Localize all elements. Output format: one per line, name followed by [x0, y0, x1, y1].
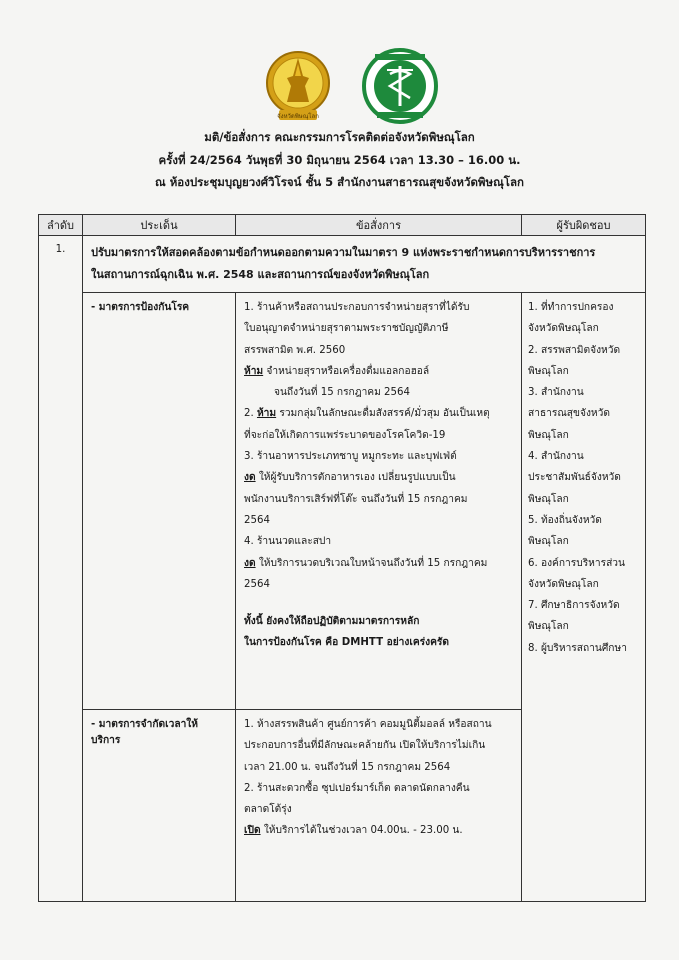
suspend-label: งด: [244, 472, 256, 484]
responsible-line: พิษณุโลก: [528, 365, 569, 377]
seal-label: จังหวัดพิษณุโลก: [277, 113, 319, 120]
responsible-line: 7. ศึกษาธิการจังหวัด: [528, 600, 620, 612]
order-line: [244, 820, 513, 841]
order-line: 2. ร้านสะดวกซื้อ ซุปเปอร์มาร์เก็ต ตลาดนัดกลางคืน: [244, 782, 470, 794]
responsible-line: 8. ผู้บริหารสถานศึกษา: [528, 642, 627, 654]
resolution-table: [38, 214, 646, 902]
responsible-line: 6. องค์การบริหารส่วน: [528, 557, 625, 569]
suspend-label: งด: [244, 557, 256, 569]
logo-row: [0, 46, 679, 126]
spacer: [244, 595, 513, 611]
order-line: [244, 361, 513, 382]
topic-line-2: ในสถานการณ์ฉุกเฉิน พ.ศ. 2548 และสถานการณ์ของจังหวัดพิษณุโลก: [91, 268, 430, 281]
table-header-row: [39, 215, 646, 236]
responsible-line: 5. ท้องถิ่นจังหวัด: [528, 514, 602, 526]
order-text: ให้บริการได้ในช่วงเวลา 04.00น. - 23.00 น.: [260, 825, 463, 837]
order-line: 4. ร้านนวดและสปา: [244, 536, 332, 548]
section-hours-title: - มาตรการจำกัดเวลาให้บริการ: [83, 710, 236, 902]
section-hours-orders: [236, 710, 522, 902]
order-text: จำหน่ายสุราหรือเครื่องดื่มแอลกอฮอล์: [263, 365, 430, 377]
order-line: 1. ห้างสรรพสินค้า ศูนย์การค้า คอมมูนิตี้มอลล์ หรือสถาน: [244, 719, 492, 730]
order-line: ตลาดโต้รุ่ง: [244, 804, 292, 816]
phitsanulok-seal-logo: [265, 46, 331, 126]
order-text: รวมกลุ่มในลักษณะดื่มสังสรรค์/มั่วสุม อันเป็นเหตุ: [276, 408, 490, 420]
responsible-line: พิษณุโลก: [528, 536, 569, 548]
topic-line-1: ปรับมาตรการให้สอดคล้องตามข้อกำหนดออกตามความในมาตรา 9 แห่งพระราชกำหนดการบริหารราชการ: [91, 246, 596, 259]
header-line-3: ณ ห้องประชุมบุญยวงศ์วิโรจน์ ชั้น 5 สำนักงานสาธารณสุขจังหวัดพิษณุโลก: [155, 175, 524, 189]
order-line: 2564: [244, 578, 270, 590]
header-orders: ข้อสั่งการ: [236, 215, 522, 236]
header-line-1: มติ/ข้อสั่งการ คณะกรรมการโรคติดต่อจังหวัดพิษณุโลก: [204, 130, 475, 144]
order-line: 1. ร้านค้าหรือสถานประกอบการจำหน่ายสุราที่ได้รับ: [244, 302, 470, 313]
topic-row: [39, 236, 646, 293]
responsible-line: จังหวัดพิษณุโลก: [528, 578, 599, 590]
responsible-line: จังหวัดพิษณุโลก: [528, 323, 599, 335]
order-text: 2.: [244, 408, 257, 420]
order-line: [244, 467, 513, 488]
moph-logo: [357, 46, 443, 126]
order-line: 3. ร้านอาหารประเภทชาบู หมูกระทะ และบุฟเฟ่ต์: [244, 451, 457, 463]
order-line: ประกอบการอื่นที่มีลักษณะคล้ายกัน เปิดให้บริการไม่เกิน: [244, 740, 486, 752]
responsible-line: สาธารณสุขจังหวัด: [528, 408, 610, 420]
responsible-cell: [522, 293, 646, 902]
order-text: ให้ผู้รับบริการตักอาหารเอง เปลี่ยนรูปแบบเป็น: [255, 472, 456, 484]
row-number: 1.: [39, 236, 83, 902]
order-line: สรรพสามิต พ.ศ. 2560: [244, 344, 346, 356]
order-line: ที่จะก่อให้เกิดการแพร่ระบาดของโรคโควิด-19: [244, 429, 446, 441]
order-line: พนักงานบริการเสิร์ฟที่โต๊ะ จนถึงวันที่ 15 กรกฎาคม: [244, 493, 468, 505]
order-line: เวลา 21.00 น. จนถึงวันที่ 15 กรกฎาคม 2564: [244, 761, 451, 773]
order-line: [244, 553, 513, 574]
responsible-line: พิษณุโลก: [528, 621, 569, 633]
responsible-line: 4. สำนักงาน: [528, 451, 584, 463]
header-topic: ประเด็น: [83, 215, 236, 236]
section-prevention-orders: [236, 293, 522, 710]
responsible-line: พิษณุโลก: [528, 493, 569, 505]
order-line: 2564: [244, 514, 270, 526]
order-text: ให้บริการนวดบริเวณใบหน้าจนถึงวันที่ 15 กรกฎาคม: [255, 557, 488, 569]
responsible-line: ประชาสัมพันธ์จังหวัด: [528, 472, 621, 484]
responsible-line: 1. ที่ทำการปกครอง: [528, 302, 614, 313]
open-label: เปิด: [244, 825, 261, 837]
prohibit-label: ห้าม: [244, 365, 264, 377]
note-line-1: ทั้งนี้ ยังคงให้ถือปฏิบัติตามมาตรการหลัก: [244, 616, 420, 628]
header-order: ลำดับ: [39, 215, 83, 236]
order-line: จนถึงวันที่ 15 กรกฎาคม 2564: [274, 387, 410, 399]
section-prevention-title: - มาตรการป้องกันโรค: [83, 293, 236, 710]
responsible-line: พิษณุโลก: [528, 429, 569, 441]
header-responsible: ผู้รับผิดชอบ: [522, 215, 646, 236]
header-line-2: ครั้งที่ 24/2564 วันพุธที่ 30 มิถุนายน 2564 เวลา 13.30 – 16.00 น.: [158, 153, 521, 167]
responsible-line: 3. สำนักงาน: [528, 387, 584, 399]
note-line-2: ในการป้องกันโรค คือ DMHTT อย่างเคร่งครัด: [244, 637, 450, 649]
order-line: [244, 403, 513, 424]
prohibit-label: ห้าม: [256, 408, 277, 420]
section-prevention-row: [39, 293, 646, 710]
topic-cell: [83, 236, 646, 293]
order-line: ใบอนุญาตจำหน่ายสุราตามพระราชบัญญัติภาษี: [244, 323, 449, 335]
responsible-line: 2. สรรพสามิตจังหวัด: [528, 344, 621, 356]
